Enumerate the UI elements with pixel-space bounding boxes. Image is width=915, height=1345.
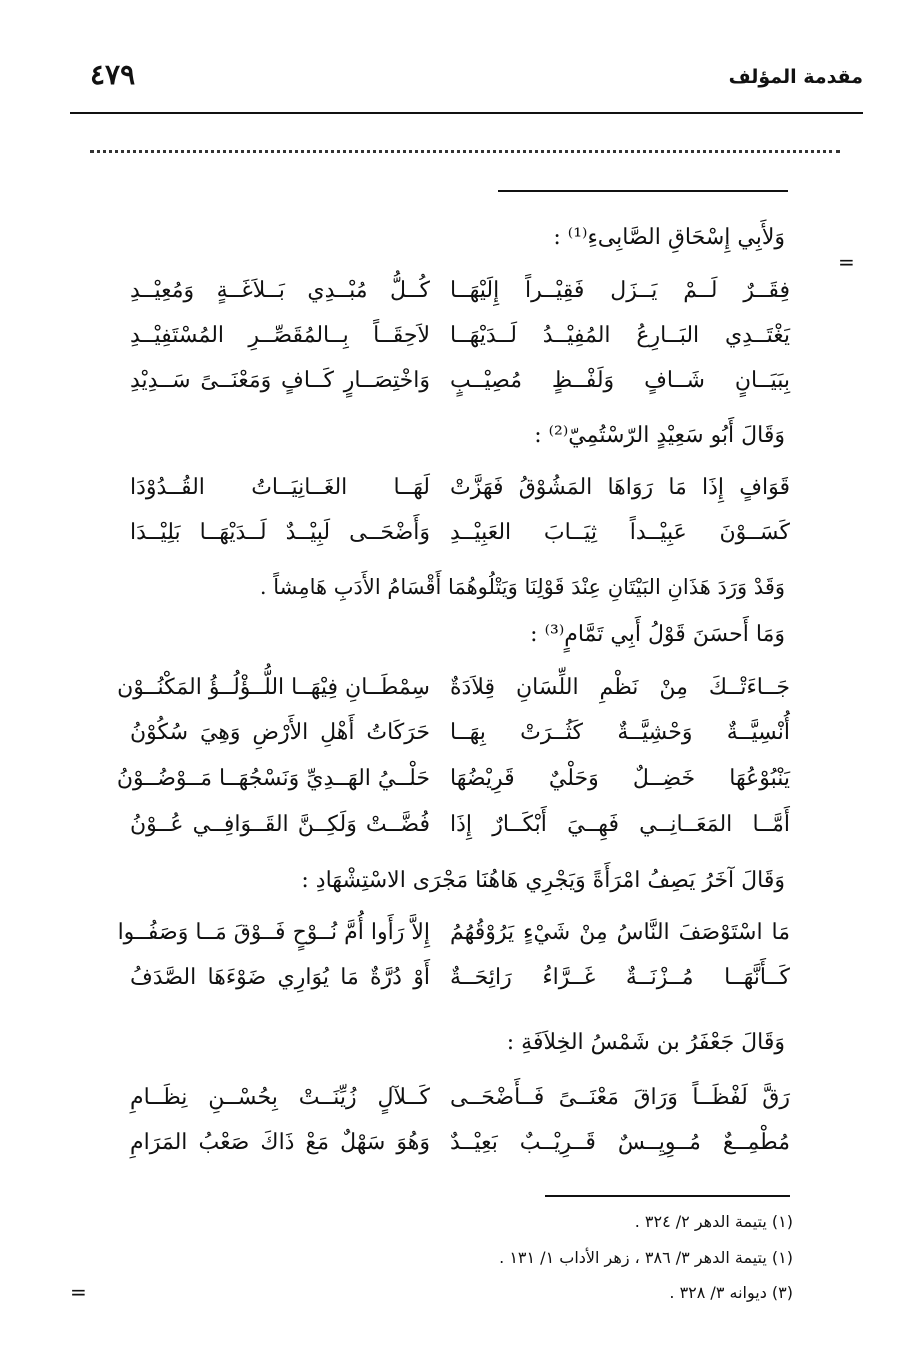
poem-intro-4: وَقَالَ آخَرُ يَصِفُ امْرَأَةً وَيَجْرِي هَاهُنَا مَجْرَى الاسْتِشْهَادِ :	[301, 868, 785, 893]
verse-second-hemistich: فُضَّــتْ وَلَكِــنَّ القَــوَافِــي عُــوْنُ	[130, 812, 430, 837]
footnote-1: (١) يتيمة الدهر ٢/ ٣٢٤ .	[634, 1212, 793, 1231]
section-rule	[498, 190, 788, 192]
verse-second-hemistich: سِمْطَــانِ فِيْهَــا اللُّــؤْلُــؤُ المَكْنُــوْن	[117, 675, 430, 700]
footnote-2: (١) يتيمة الدهر ٣/ ٣٨٦ ، زهر الأداب ١/ ١٣١ .	[499, 1248, 793, 1267]
verse-first-hemistich: كَــأَنَّهَــا مُــزْنَــةٌ غَــرَّاءُ رَائِحَــةٌ	[450, 965, 790, 990]
continuation-mark-top: =	[838, 250, 855, 274]
verse-second-hemistich: لاَحِقَــاً بِــالمُقَصِّــرِ المُسْتَفِيْــدِ	[130, 323, 430, 348]
verse-second-hemistich: أَوْ دُرَّةٌ مَا يُوَارِي ضَوْءَهَا الصَّدَفُ	[130, 965, 430, 990]
verse-first-hemistich: مُطْمِــعٌ مُــوِيِــسٌ قَــرِيْــبٌ بَعِيْــدٌ	[450, 1130, 790, 1155]
verse-second-hemistich: وَهُوَ سَهْلٌ مَعْ ذَاكَ صَعْبُ المَرَامِ	[130, 1130, 430, 1155]
verse-first-hemistich: أُنْسِيَّــةٌ وَحْشِيَّــةٌ كَثُــرَتْ بِهَــا	[450, 720, 790, 745]
continuation-mark-bottom: =	[70, 1280, 87, 1304]
poem-intro-5: وَقَالَ جَعْفَرُ بن شَمْسُ الخِلاَفَةِ :	[506, 1030, 785, 1055]
verse-first-hemistich: كَسَــوْنَ عَبِيْــداً ثِيَــابَ العَبِيْــدِ	[450, 520, 790, 545]
verse-line	[130, 965, 790, 1005]
verse-line	[130, 475, 790, 515]
verse-first-hemistich: بِبَيَــانٍ شَــافٍ وَلَفْــظٍ مُصِيْــبٍ	[450, 368, 790, 393]
verse-line	[116, 766, 790, 806]
verse-first-hemistich: رَقَّ لَفْظَــاً وَرَاقَ مَعْنَــىً فَــأَضْحَــى	[450, 1085, 790, 1110]
verse-first-hemistich: جَــاءَتْــكَ مِنْ نَظْمِ اللِّسَانِ قِلاَدَةٌ	[450, 675, 790, 700]
verse-second-hemistich: لَهَــا الغَــانِيَــاتُ القُــدُوْدَا	[130, 475, 430, 500]
verse-second-hemistich: كُــلُّ مُبْــدِي بَــلاَغَــةٍ وَمُعِيْــدِ	[130, 278, 430, 303]
verse-line	[130, 812, 790, 852]
verse-line	[130, 520, 790, 560]
verse-first-hemistich: فِقَــرٌ لَــمْ يَــزَل فَقِيْــراً إِلَيْهَــا	[450, 278, 790, 303]
verse-second-hemistich: كَــلآلٍ زُيِّنَــتْ بِحُسْــنِ نِظَــامِ	[130, 1085, 430, 1110]
poem-intro-1: وَلأَبِي إِسْحَاقِ الصَّابِىءِ⁽¹⁾ :	[553, 225, 785, 250]
verse-first-hemistich: مَا اسْتَوْصَفَ النَّاسُ مِنْ شَيْءٍ يَرُوْقُهُمُ	[450, 920, 790, 945]
verse-line	[117, 920, 790, 960]
verse-first-hemistich: يَغْتَــدِي البَــارِعُ المُفِيْــدُ لَــدَيْهَــا	[450, 323, 790, 348]
verse-line	[130, 1085, 790, 1125]
verse-line	[130, 1130, 790, 1170]
verse-line	[130, 368, 790, 408]
running-header-title: مقدمة المؤلف	[728, 66, 863, 88]
verse-line	[130, 720, 790, 760]
verse-line	[130, 278, 790, 318]
page-number: ٤٧٩	[90, 58, 136, 91]
footnote-rule	[545, 1195, 790, 1197]
header-rule	[70, 112, 863, 114]
verse-first-hemistich: أَمَّــا المَعَــانِــي فَهِــيَ أَبْكَــارٌ إِذَا	[450, 812, 790, 837]
verse-second-hemistich: وَاخْتِصَــارٍ كَــافٍ وَمَعْنَــىً سَــدِيْدِ	[130, 368, 430, 393]
verse-line	[117, 675, 790, 715]
poem-intro-2: وَقَالَ أَبُو سَعِيْدٍ الرّسْتُمِيّ⁽²⁾ :	[534, 423, 785, 448]
prose-paragraph: وَقَدْ وَرَدَ هَذَانِ البَيْتَانِ عِنْدَ قَوْلِنَا وَيَتْلُوهُمَا أَقْسَامُ الأَدَبِ هَامِشاً .	[259, 575, 785, 599]
dotted-separator	[90, 150, 840, 153]
verse-second-hemistich: وَأَضْحَــى لَبِيْــدٌ لَــدَيْهَــا بَلِيْــدَا	[130, 520, 430, 545]
verse-second-hemistich: حَرَكَاتُ أَهْلِ الأَرْضِ وَهِيَ سُكُوْنُ	[130, 720, 430, 745]
verse-second-hemistich: إِلاَّ رَأَوا أُمَّ نُــوْحٍ فَــوْقَ مَــا وَصَفُــوا	[117, 920, 430, 945]
verse-line	[130, 323, 790, 363]
verse-second-hemistich: حَلْــيُ الهَــدِيِّ وَنَسْجُهَــا مَــوْضُــوْنُ	[116, 766, 430, 791]
verse-first-hemistich: قَوَافٍ إِذَا مَا رَوَاهَا المَشُوْقُ فَهَزَّتْ	[450, 475, 790, 500]
verse-first-hemistich: يَنْبُوْعُهَا خَضِــلٌ وَحَلْيٌ قَرِيْضُهَا	[450, 766, 790, 791]
poem-intro-3: وَمَا أَحسَنَ قَوْلُ أَبِي تَمَّامٍ⁽³⁾ :	[530, 622, 785, 647]
footnote-3: (٣) ديوانه ٣/ ٣٢٨ .	[669, 1283, 793, 1302]
